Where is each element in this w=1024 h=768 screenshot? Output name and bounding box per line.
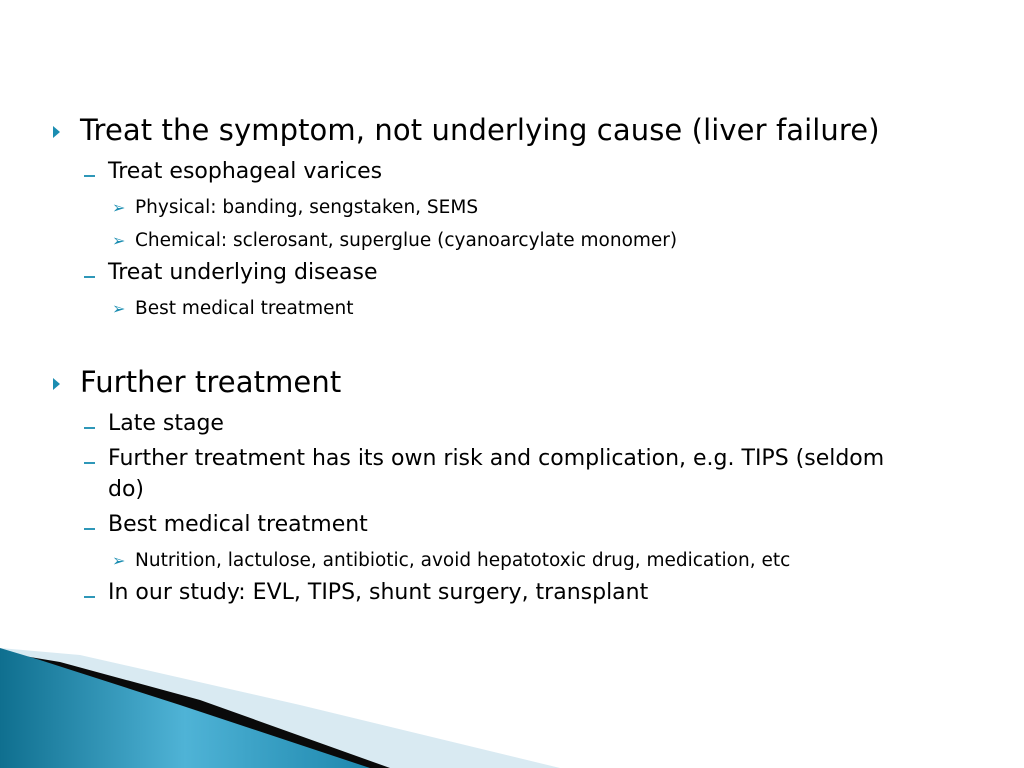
sub-item-risk-line-2: do) (108, 477, 145, 502)
point-best-medical: Best medical treatment (135, 298, 354, 319)
sub-item-esophageal-varices: Treat esophageal varices (108, 159, 383, 184)
point-chemical: Chemical: sclerosant, superglue (cyanoarcylate monomer) (135, 230, 678, 251)
sub-item-our-study: In our study: EVL, TIPS, shunt surgery, transplant (108, 580, 649, 605)
blue-swoosh (0, 648, 370, 768)
sub-item-late-stage: Late stage (108, 411, 224, 436)
point-nutrition: Nutrition, lactulose, antibiotic, avoid hepatotoxic drug, medication, etc (135, 550, 791, 571)
point-physical: Physical: banding, sengstaken, SEMS (135, 197, 479, 218)
arrowhead-icon: ➢ (112, 299, 126, 318)
sub-item-best-medical: Best medical treatment (108, 512, 368, 537)
bullet-item-1: Treat the symptom, not underlying cause (liver failure) (80, 113, 880, 147)
bullet-item-2: Further treatment (80, 365, 342, 399)
arrowhead-icon: ➢ (112, 551, 126, 570)
arrowhead-icon: ➢ (112, 198, 126, 217)
sub-item-risk-line-1: Further treatment has its own risk and complication, e.g. TIPS (seldom (108, 446, 885, 471)
arrowhead-icon: ➢ (112, 231, 126, 250)
sub-item-underlying-disease: Treat underlying disease (108, 260, 378, 285)
